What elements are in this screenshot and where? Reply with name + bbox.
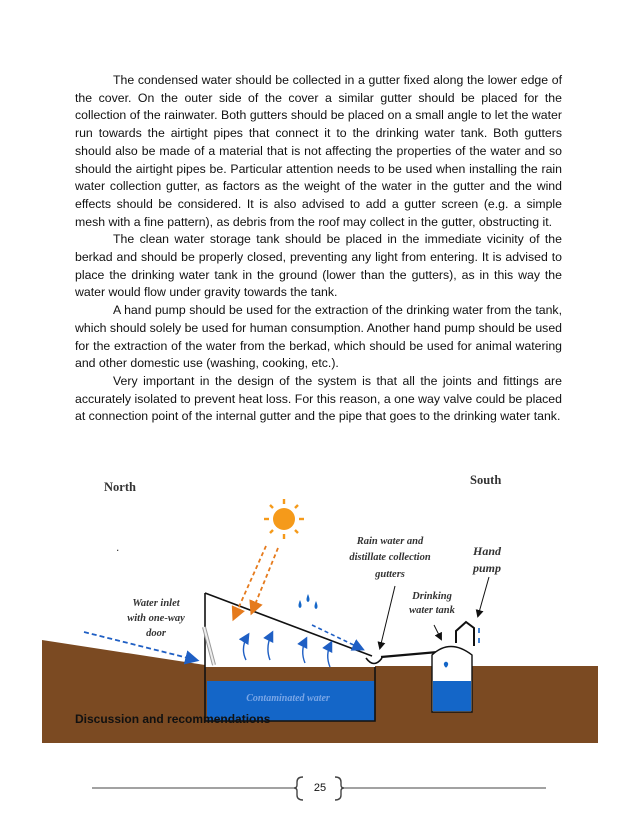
berkad-diagram xyxy=(0,455,638,755)
drinking-water xyxy=(433,681,471,711)
water-inlet-label-1: Water inlet xyxy=(132,598,180,609)
page-footer xyxy=(0,770,638,810)
section-heading: Discussion and recommendations xyxy=(75,712,271,726)
sunlight-arrow-2 xyxy=(252,548,278,612)
cover xyxy=(205,593,372,656)
gutters-label-1: Rain water and xyxy=(356,536,424,547)
dot-mark: . xyxy=(116,540,120,554)
water-inlet-label-3: door xyxy=(146,628,166,639)
sun-icon xyxy=(264,499,304,539)
paragraph-2: The clean water storage tank should be placed in the immediate vicinity of the berkad and should be properly closed, preventing any light from entering. It is advised to place the drinking water tank in the ground (lower than the gutters), as in this way the water would flow under gravity towards the tank. xyxy=(75,232,562,300)
rain-drops-icon xyxy=(299,594,318,609)
diagram-svg xyxy=(0,455,638,755)
north-label: North xyxy=(104,480,136,494)
hand-pump xyxy=(456,622,474,646)
south-label: South xyxy=(470,473,502,487)
water-inlet-label-2: with one-way xyxy=(127,613,185,624)
gutter xyxy=(366,658,382,664)
gutters-label-2: distillate collection xyxy=(349,552,431,563)
paragraph-3: A hand pump should be used for the extraction of the drinking water from the tank, which should solely be used for human consumption. Another hand pump should be used for the extraction of the water from the berkad, which should be used for animal watering and other domestic use (washing, cooking, etc.). xyxy=(75,303,562,371)
body-text xyxy=(75,72,562,426)
hand-pump-label-2: pump xyxy=(472,561,502,575)
evaporation-arrows xyxy=(243,633,331,667)
paragraph-4: Very important in the design of the system is that all the joints and fittings are accurately isolated to prevent heat loss. For this reason, a one way valve could be placed at connection point of the internal gutter and the pipe that goes to the drinking water tank. xyxy=(75,373,562,424)
paragraph-1: The condensed water should be collected in a gutter fixed along the lower edge of the cover. On the outer side of the cover a similar gutter should be placed for the collection of the rainwater. Both gutters should be placed on a small angle to let the water run towards the airtight pipes that connect it to the drinking water tank. Both gutters should also be made of a material that is not affecting the properties of the water and so should the airtight pipes be. Particular attention needs to be used when installing the rain water collection gutter, as factors as the weight of the water in the gutter and the wind effects should be considered. It is also advised to add a gutter screen (e.g. a simple mesh with a fine pattern), as debris from the roof may collect in the gutter, obstructing it. xyxy=(75,73,562,229)
drinking-tank-label-2: water tank xyxy=(409,605,455,616)
contaminated-water-label: Contaminated water xyxy=(246,693,330,704)
hand-pump-label-1: Hand xyxy=(472,544,502,558)
sunlight-arrow-1 xyxy=(234,546,266,618)
gutters-label-3: gutters xyxy=(375,569,405,580)
drinking-tank-label-1: Drinking xyxy=(412,591,452,602)
page-number: 25 xyxy=(313,782,327,794)
pipe xyxy=(381,652,438,657)
